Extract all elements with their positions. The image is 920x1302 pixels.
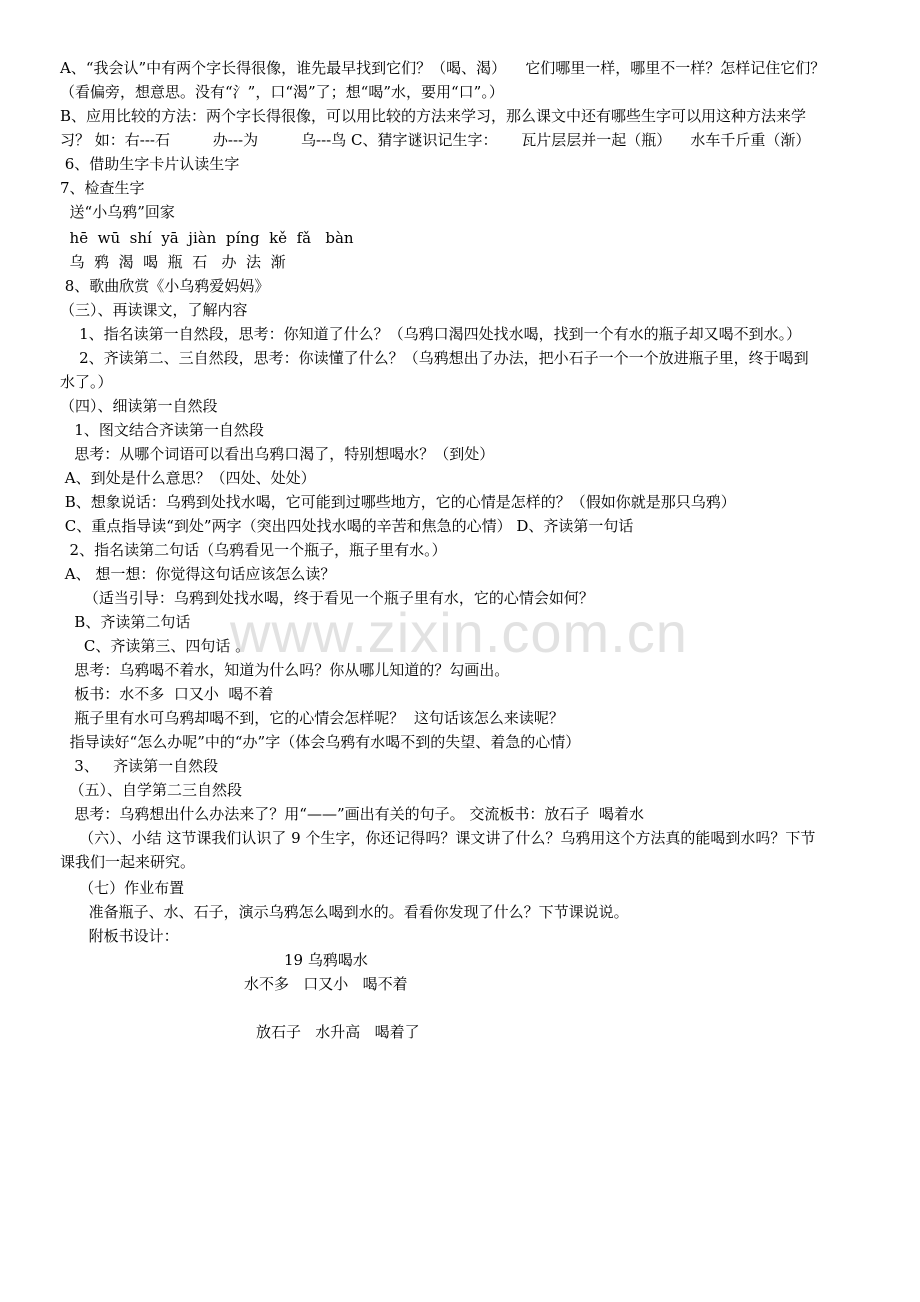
pinyin-line: hē wū shí yā jiàn píng kě fǎ bàn [60,229,354,247]
section-heading: （三）、再读课文，了解内容 [60,301,248,319]
text-line: 思考：乌鸦想出什么办法来了？用“——”画出有关的句子。 交流板书：放石子 喝着水 [60,805,644,823]
text-line: C、重点指导读“到处”两字（突出四处找水喝的辛苦和焦急的心情） D、齐读第一句话 [60,517,634,535]
text-line: 6、借助生字卡片认读生字 [60,155,240,173]
text-line: 思考：乌鸦喝不着水，知道为什么吗？你从哪儿知道的？勾画出。 [60,661,510,679]
text-line: 2、齐读第二、三自然段，思考：你读懂了什么？（乌鸦想出了办法，把小石子一个一个放进瓶子里，终于喝到 [60,349,809,367]
text-line: 指导读好“怎么办呢”中的“办”字（体会乌鸦有水喝不到的失望、着急的心情） [60,733,581,751]
text-line: 7、检查生字 [60,179,145,197]
text-line: 1、图文结合齐读第一自然段 [60,421,264,439]
watermark-text: www.zixin.com.cn [230,601,688,664]
text-line: 瓶子里有水可乌鸦却喝不到，它的心情会怎样呢？ 这句话该怎么来读呢？ [60,709,564,727]
section-heading: （四）、细读第一自然段 [60,397,218,415]
board-line: 水不多 口又小 喝不着 [244,975,408,993]
text-line: 思考：从哪个词语可以看出乌鸦口渴了，特别想喝水？（到处） [60,445,495,463]
text-line: B、齐读第二句话 [60,613,191,631]
text-line: 送“小乌鸦”回家 [60,203,175,221]
text-line: 1、指名读第一自然段，思考：你知道了什么？（乌鸦口渴四处找水喝，找到一个有水的瓶子却又喝不到水。） [60,325,802,343]
board-title: 19 乌鸦喝水 [284,951,368,969]
text-line: B、应用比较的方法：两个字长得很像，可以用比较的方法来学习，那么课文中还有哪些生字可以用这种方法来学 [60,107,807,125]
text-line: 习？ 如：右---石 办---为 乌---鸟 C、猜字谜识记生字： 瓦片层层并一起（瓶） 水车千斤重（渐） [60,131,811,149]
text-line: B、想象说话：乌鸦到处找水喝，它可能到过哪些地方，它的心情是怎样的？（假如你就是那只乌鸦） [60,493,736,511]
text-line: C、齐读第三、四句话 。 [60,637,251,655]
text-line: 水了。） [60,373,113,391]
text-line: 3、 齐读第一自然段 [60,757,219,775]
text-line: 课我们一起来研究。 [60,853,196,871]
section-heading: （五）、自学第二三自然段 [60,781,243,799]
text-line: 8、歌曲欣赏《小乌鸦爱妈妈》 [60,277,270,295]
board-line: 放石子 水升高 喝着了 [256,1023,420,1041]
text-line: A、 想一想：你觉得这句话应该怎么读？ [60,565,336,583]
section-heading: （七）作业布置 [60,879,185,897]
text-line: A、到处是什么意思？（四处、处处） [60,469,316,487]
text-line: 板书：水不多 口又小 喝不着 [60,685,274,703]
text-line: 2、指名读第二句话（乌鸦看见一个瓶子，瓶子里有水。） [60,541,447,559]
text-line: 准备瓶子、水、石子，演示乌鸦怎么喝到水的。看看你发现了什么？下节课说说。 [60,903,629,921]
characters-line: 乌 鸦 渴 喝 瓶 石 办 法 渐 [60,253,286,271]
text-line: 附板书设计： [60,927,179,945]
text-line: A、“我会认”中有两个字长得很像，谁先最早找到它们？（喝、渴） 它们哪里一样，哪里不一样？怎样记住它们？ [60,59,826,77]
text-line: （六）、小结 这节课我们认识了 9 个生字，你还记得吗？课文讲了什么？乌鸦用这个方法真的能喝到水吗？下节 [60,829,816,847]
text-line: （看偏旁，想意思。没有“氵”，口“渴”了；想“喝”水，要用“口”。） [60,83,504,101]
text-line: （适当引导：乌鸦到处找水喝，终于看见一个瓶子里有水，它的心情会如何？ [60,589,594,607]
